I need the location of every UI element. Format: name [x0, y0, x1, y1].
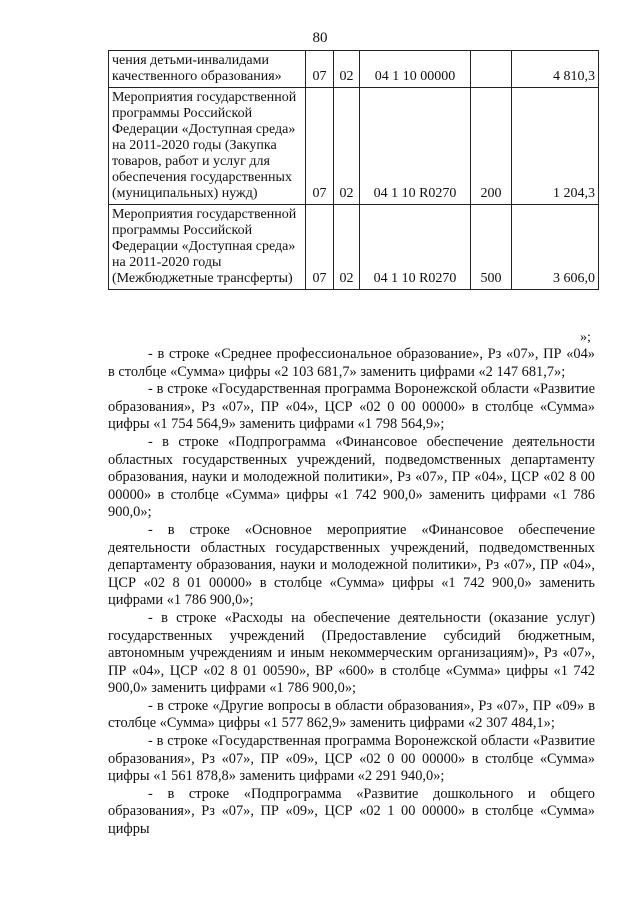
amendment-paragraph: - в строке «Подпрограмма «Финансовое обеспечение деятельности областных государственных учреждений, подведомственных департаменту образования, науки и молодежной политики», Рз «07», ПР «04», ЦСР «02 8 00 00000» в столбце «Сумма» цифры «1 742 900,0» заменить цифрами «1 786 900,0»;: [108, 433, 595, 521]
csr-cell: 04 1 10 R0270: [360, 205, 471, 290]
amendment-paragraph: - в строке «Среднее профессиональное образование», Рз «07», ПР «04» в столбце «Сумма» цифры «2 103 681,7» заменить цифрами «2 147 681,7»;: [108, 346, 595, 380]
closing-quote: »;: [580, 330, 591, 345]
amendment-paragraph: - в строке «Государственная программа Воронежской области «Развитие образования», Рз «07», ПР «04», ЦСР «02 0 00 00000» в столбце «Сумма» цифры «1 754 564,9» заменить цифрами «1 798 564,9»;: [108, 381, 595, 433]
rz-cell: 07: [306, 51, 334, 88]
budget-table: [108, 50, 599, 290]
csr-cell: 04 1 10 R0270: [360, 88, 471, 205]
pr-cell: 02: [334, 51, 360, 88]
table-row: [109, 88, 599, 205]
row-name-cell: чения детьми-инвалидами качественного образования»: [109, 51, 306, 88]
pr-cell: 02: [334, 88, 360, 205]
sum-cell: 1 204,3: [512, 88, 599, 205]
amendment-paragraph: - в строке «Подпрограмма «Развитие дошкольного и общего образования», Рз «07», ПР «09», ЦСР «02 1 00 00000» в столбце «Сумма» цифры: [108, 785, 595, 838]
table-row: [109, 205, 599, 290]
sum-cell: 4 810,3: [512, 51, 599, 88]
rz-cell: 07: [306, 205, 334, 290]
sum-cell: 3 606,0: [512, 205, 599, 290]
amendment-paragraph: - в строке «Расходы на обеспечение деятельности (оказание услуг) государственных учреждений (Предоставление субсидий бюджетным, автономным учреждениям и иным некоммерческим организациям)», Рз «07», ПР «04», ЦСР «02 8 01 00590», ВР «600» в столбце «Сумма» цифры «1 742 900,0» заменить цифрами «1 786 900,0»;: [108, 609, 595, 697]
amendment-paragraph: - в строке «Государственная программа Воронежской области «Развитие образования», Рз «07», ПР «09», ЦСР «02 0 00 00000» в столбце «Сумма» цифры «1 561 878,8» заменить цифрами «2 291 940,0»;: [108, 733, 595, 785]
vr-cell: 200: [471, 88, 512, 205]
row-name-cell: Мероприятия государственной программы Российской Федерации «Доступная среда» на 2011-2020 годы (Закупка товаров, работ и услуг для обеспечения государственных (муниципальных) нужд): [109, 88, 306, 205]
row-name-cell: Мероприятия государственной программы Российской Федерации «Доступная среда» на 2011-2020 годы (Межбюджетные трансферты): [109, 205, 306, 290]
amendment-paragraph: - в строке «Основное мероприятие «Финансовое обеспечение деятельности областных государственных учреждений, подведомственных департаменту образования, науки и молодежной политики», Рз «07», ПР «04», ЦСР «02 8 01 00000» в столбце «Сумма» цифры «1 742 900,0» заменить цифрами «1 786 900,0»;: [108, 521, 595, 609]
rz-cell: 07: [306, 88, 334, 205]
csr-cell: 04 1 10 00000: [360, 51, 471, 88]
pr-cell: 02: [334, 205, 360, 290]
page-number: 80: [312, 30, 328, 46]
vr-cell: [471, 51, 512, 88]
amendment-text: [108, 346, 595, 839]
vr-cell: 500: [471, 205, 512, 290]
table-row: [109, 51, 599, 88]
amendment-paragraph: - в строке «Другие вопросы в области образования», Рз «07», ПР «09» в столбце «Сумма» цифры «1 577 862,9» заменить цифрами «2 307 484,1»;: [108, 697, 595, 732]
